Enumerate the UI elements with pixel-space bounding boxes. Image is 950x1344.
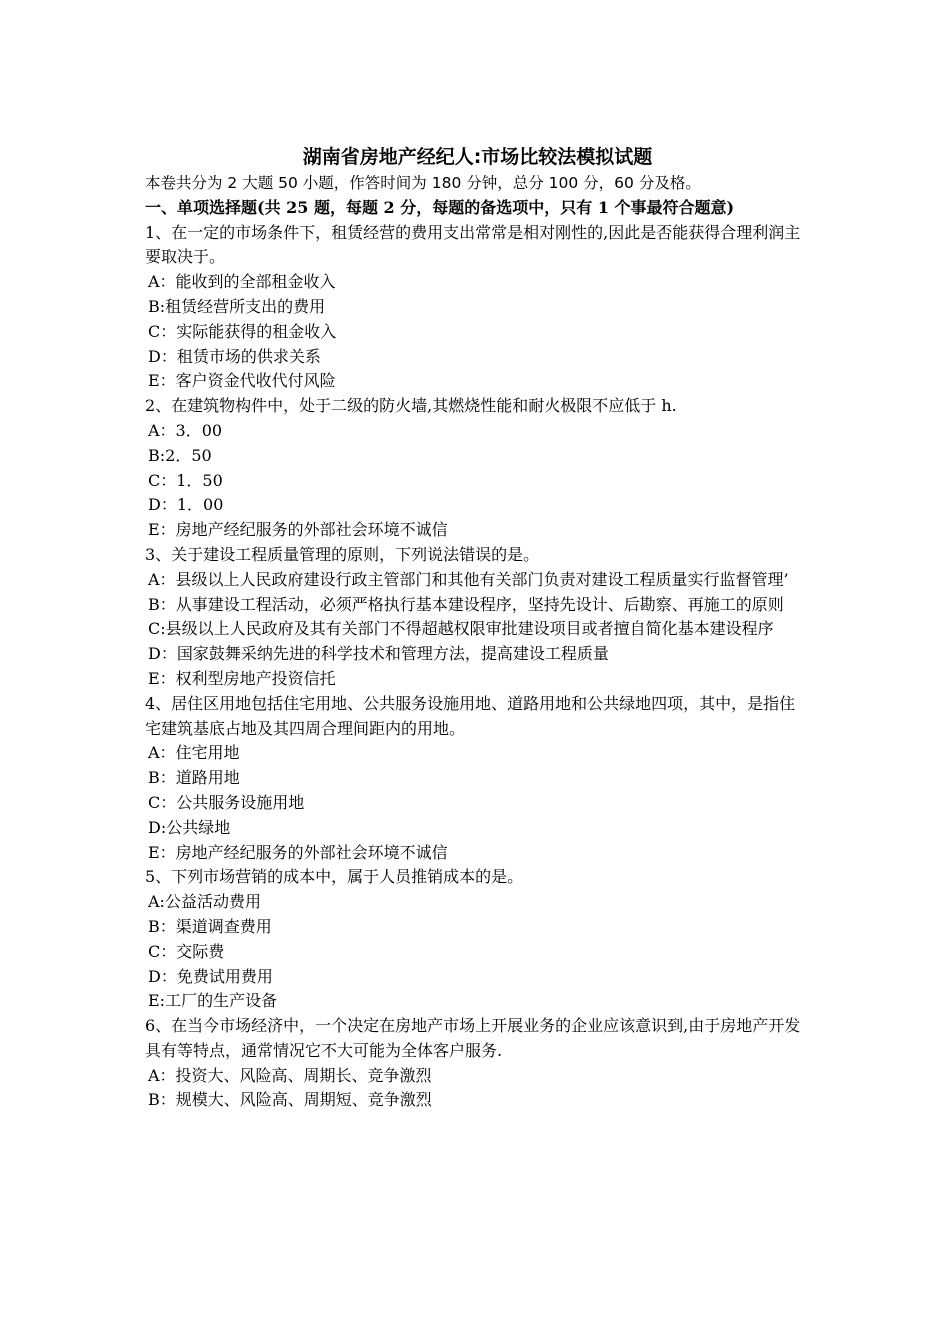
option-b: B：从事建设工程活动，必须严格执行基本建设程序，坚持先设计、后勘察、再施工的原则	[148, 594, 784, 614]
option-b: B：规模大、风险高、周期短、竞争激烈	[148, 1090, 432, 1110]
option-d: D：国家鼓舞采纳先进的科学技术和管理方法，提高建设工程质量	[148, 644, 609, 664]
question-4	[145, 692, 810, 866]
question-1	[145, 221, 810, 395]
option-b: B：道路用地	[148, 768, 240, 788]
question-6	[145, 1014, 810, 1113]
option-c: C：交际费	[148, 941, 225, 961]
option-c: C:县级以上人民政府及其有关部门不得超越权限审批建设项目或者擅自简化基本建设程序	[148, 619, 774, 639]
question-3	[145, 543, 810, 692]
option-e: E：房地产经纪服务的外部社会环境不诚信	[148, 520, 448, 540]
section-heading: 一、单项选择题(共 25 题，每题 2 分，每题的备选项中，只有 1 个事最符合题意)	[145, 197, 735, 217]
option-a: A：县级以上人民政府建设行政主管部门和其他有关部门负责对建设工程质量实行监督管理’	[148, 569, 789, 589]
option-d: D：租赁市场的供求关系	[148, 346, 321, 366]
option-b: B:租赁经营所支出的费用	[148, 296, 326, 316]
question-stem: 5、下列市场营销的成本中，属于人员推销成本的是。	[145, 867, 524, 887]
option-a: A:公益活动费用	[148, 892, 261, 912]
question-stem: 2、在建筑物构件中，处于二级的防火墙,其燃烧性能和耐火极限不应低于 h.	[145, 396, 677, 416]
option-a: A：住宅用地	[148, 743, 240, 763]
option-c: C：公共服务设施用地	[148, 792, 305, 812]
option-d: D：1．00	[148, 495, 224, 515]
page-title: 湖南省房地产经纪人:市场比较法模拟试题	[302, 146, 653, 168]
option-a: A：能收到的全部租金收入	[148, 272, 336, 292]
question-stem: 1、在一定的市场条件下，租赁经营的费用支出常常是相对刚性的,因此是否能获得合理利润主要取决于。	[145, 222, 801, 267]
option-c: C：1．50	[148, 470, 223, 490]
option-e: E：房地产经纪服务的外部社会环境不诚信	[148, 842, 448, 862]
option-d: D：免费试用费用	[148, 966, 273, 986]
option-b: B：渠道调查费用	[148, 916, 272, 936]
option-c: C：实际能获得的租金收入	[148, 321, 337, 341]
question-stem: 4、居住区用地包括住宅用地、公共服务设施用地、道路用地和公共绿地四项，其中，是指住宅建筑基底占地及其四周合理间距内的用地。	[145, 693, 796, 738]
question-5	[145, 865, 810, 1014]
question-2	[145, 394, 810, 543]
document-page	[145, 143, 810, 1113]
question-stem: 3、关于建设工程质量管理的原则，下列说法错误的是。	[145, 544, 540, 564]
option-d: D:公共绿地	[148, 817, 231, 837]
question-stem: 6、在当今市场经济中，一个决定在房地产市场上开展业务的企业应该意识到,由于房地产开发具有等特点，通常情况它不大可能为全体客户服务.	[145, 1016, 801, 1060]
option-a: A：投资大、风险高、周期长、竞争激烈	[148, 1065, 432, 1085]
option-e: E：客户资金代收代付风险	[148, 371, 336, 391]
option-b: B:2．50	[148, 445, 212, 465]
option-e: E:工厂的生产设备	[148, 991, 278, 1011]
option-e: E：权利型房地产投资信托	[148, 668, 336, 688]
exam-intro: 本卷共分为 2 大题 50 小题，作答时间为 180 分钟，总分 100 分，60 分及格。	[145, 174, 701, 192]
option-a: A：3．00	[148, 420, 223, 440]
